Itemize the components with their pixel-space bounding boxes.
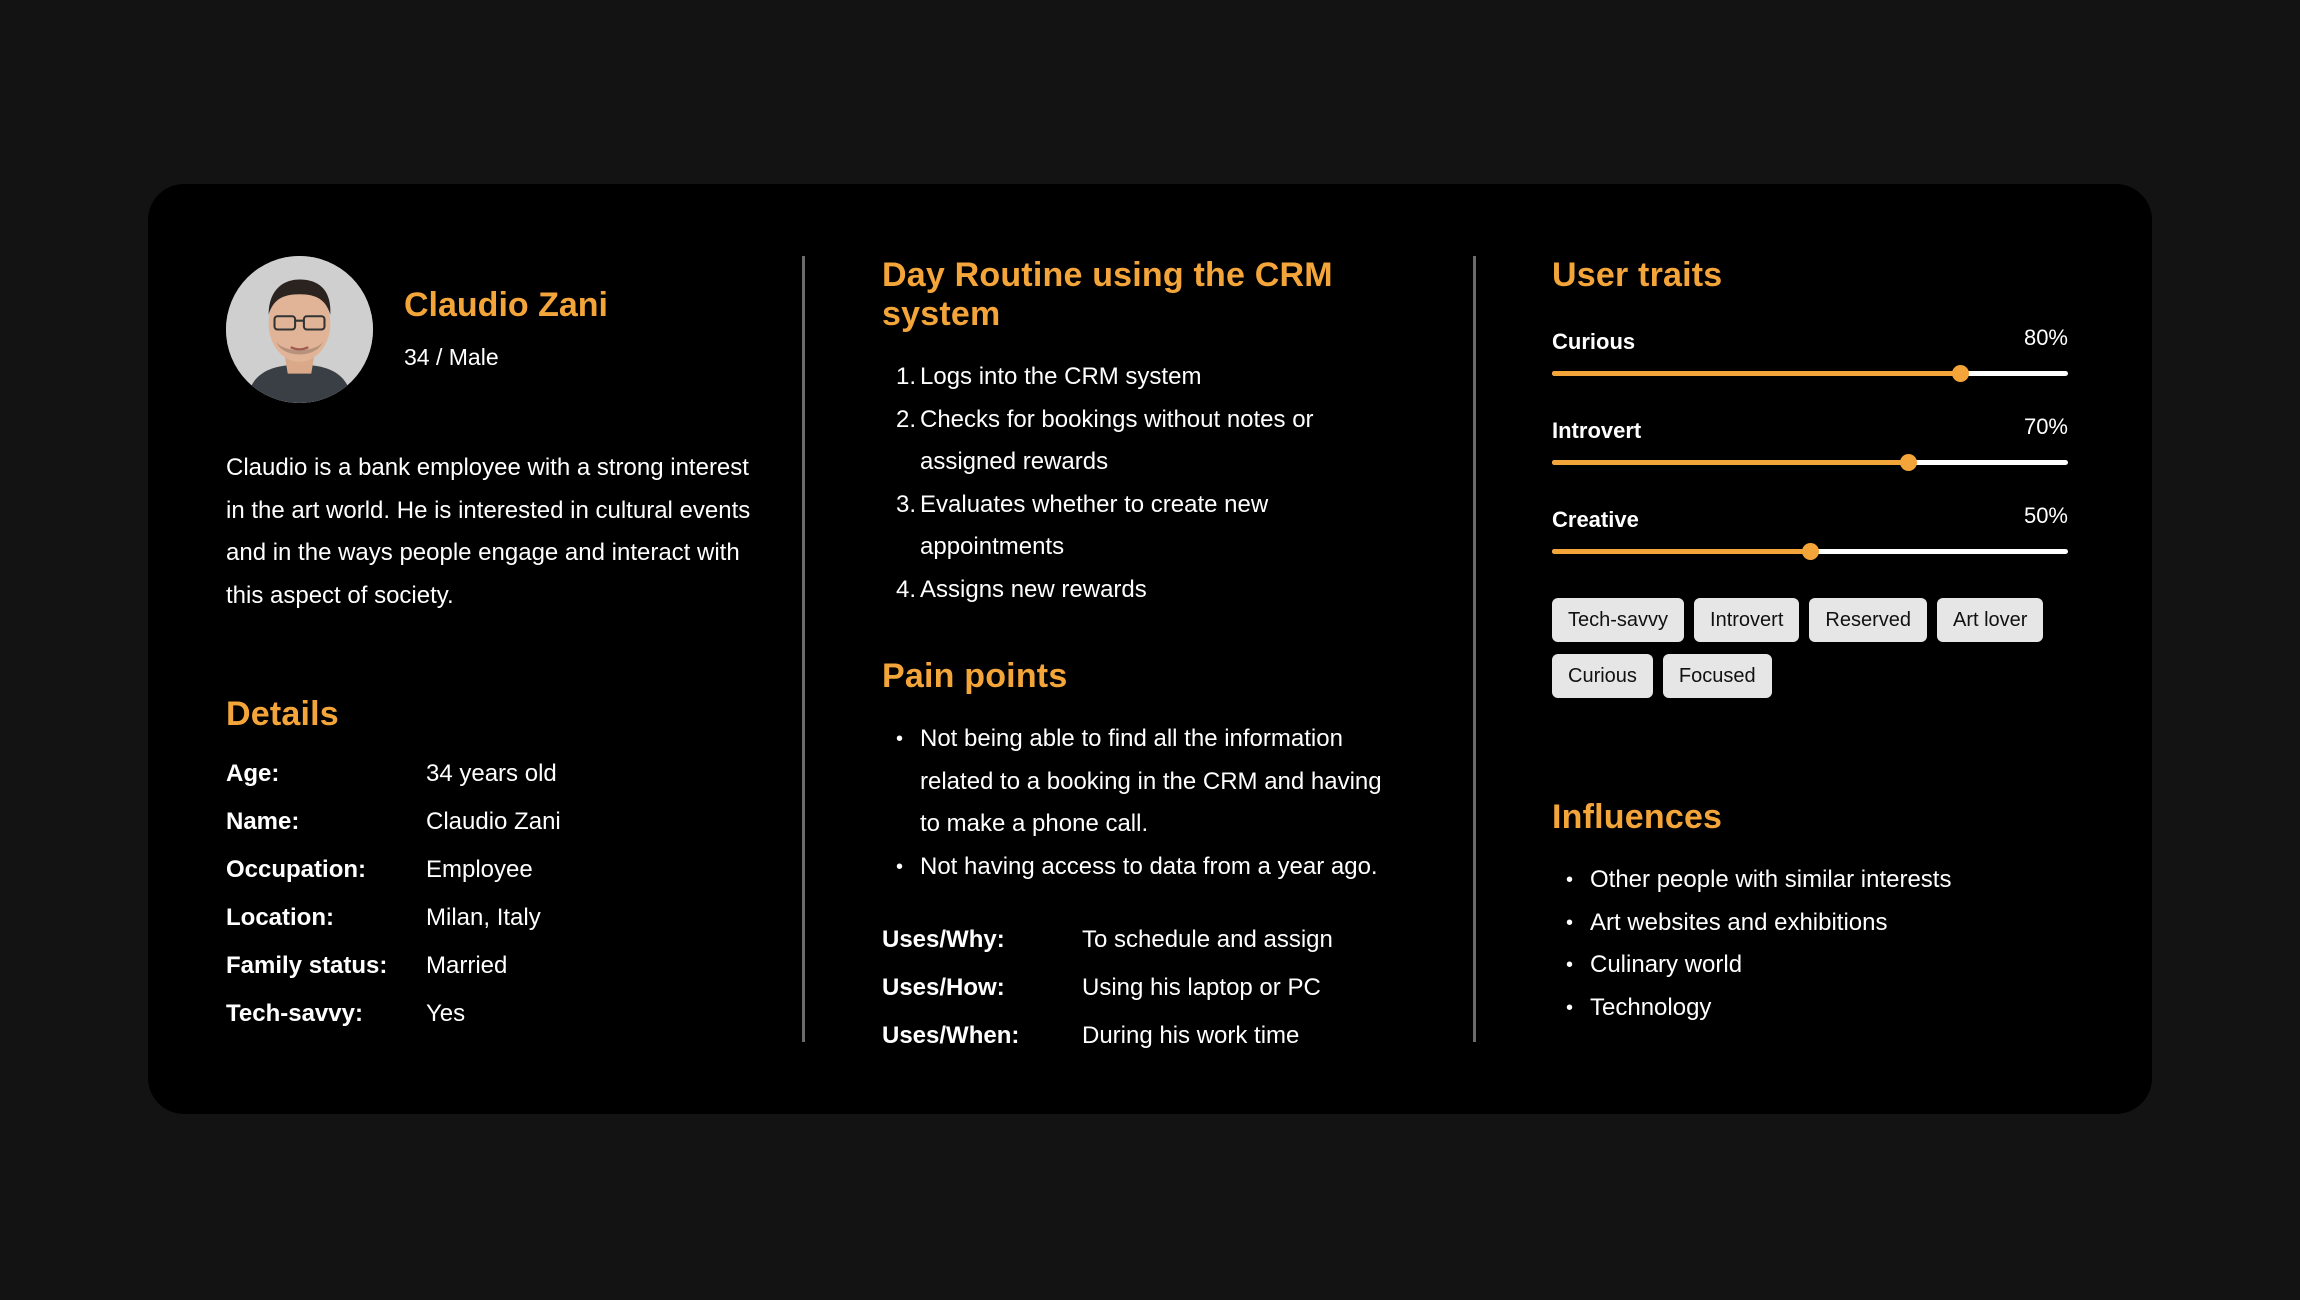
slider-fill [1552, 460, 1908, 465]
trait-tag[interactable]: Focused [1663, 654, 1772, 698]
routine-heading: Day Routine using the CRM system [882, 256, 1333, 333]
list-item [1552, 902, 2072, 945]
details-value: Claudio Zani [426, 808, 561, 835]
bullet-icon: • [1566, 954, 1574, 976]
details-row [226, 798, 826, 846]
list-item [882, 569, 1352, 612]
slider-handle[interactable] [1802, 543, 1819, 560]
pain-points-list [882, 718, 1442, 888]
persona-bio: Claudio is a bank employee with a strong interest in the art world. He is interested in cultural events and in the ways people engage and interact with this aspect of society. [226, 454, 751, 609]
influences-list [1552, 859, 2072, 1029]
slider-track [1552, 549, 2068, 554]
profile-header [226, 256, 826, 404]
uses-key: Uses/How: [882, 974, 1005, 1001]
trait-percent: 80% [2023, 325, 2068, 350]
step-number: 4. [896, 575, 917, 603]
bullet-icon: • [896, 855, 904, 878]
details-key: Occupation: [226, 856, 367, 883]
pain-point-text: Not being able to find all the information related to a booking in the CRM and having to make a phone call. [920, 725, 1382, 837]
uses-value: Using his laptop or PC [1082, 974, 1321, 1001]
step-text: Assigns new rewards [920, 575, 1147, 603]
slider-track [1552, 460, 2068, 465]
persona-card [148, 184, 2152, 1114]
trait-percent: 50% [2023, 503, 2068, 528]
pain-points-heading: Pain points [882, 657, 1068, 695]
trait-tags [1552, 598, 2072, 698]
list-item [882, 399, 1352, 484]
details-table [226, 750, 826, 1038]
details-value: Milan, Italy [426, 904, 541, 931]
step-text: Evaluates whether to create new appointments [920, 490, 1269, 560]
details-row [226, 846, 826, 894]
details-row [226, 750, 826, 798]
step-text: Checks for bookings without notes or assigned rewards [920, 405, 1314, 475]
slider-handle[interactable] [1900, 454, 1917, 471]
persona-name: Claudio Zani [404, 286, 608, 324]
avatar-image [226, 256, 373, 403]
details-value: 34 years old [426, 760, 557, 787]
step-text: Logs into the CRM system [920, 363, 1202, 390]
details-row [226, 990, 826, 1038]
influence-text: Technology [1590, 993, 1712, 1021]
uses-row [882, 916, 1442, 964]
details-key: Location: [226, 904, 334, 931]
details-key: Tech-savvy: [226, 1000, 363, 1027]
details-row [226, 894, 826, 942]
details-value: Married [426, 952, 508, 979]
details-key: Age: [226, 760, 280, 787]
list-item [1552, 987, 2072, 1030]
list-item [882, 846, 1402, 889]
details-heading: Details [226, 695, 339, 733]
routine-column [882, 256, 1442, 1060]
traits-column [1552, 256, 2072, 1029]
bullet-icon: • [896, 728, 904, 750]
slider-track [1552, 371, 2068, 376]
influence-text: Art websites and exhibitions [1590, 908, 1888, 936]
list-item [1552, 859, 2072, 902]
details-value: Yes [426, 1000, 466, 1027]
persona-age-gender: 34 / Male [404, 344, 499, 370]
influence-text: Other people with similar interests [1590, 866, 1952, 893]
uses-key: Uses/When: [882, 1022, 1020, 1049]
trait-percent: 70% [2023, 414, 2068, 439]
trait-slider [1552, 493, 2068, 582]
bullet-icon: • [1566, 911, 1574, 934]
influence-text: Culinary world [1590, 951, 1743, 978]
uses-key: Uses/Why: [882, 926, 1005, 953]
trait-tag[interactable]: Tech-savvy [1552, 598, 1684, 642]
step-number: 1. [896, 363, 917, 390]
uses-value: During his work time [1082, 1022, 1300, 1049]
uses-row [882, 1012, 1442, 1060]
list-item [882, 484, 1352, 569]
uses-row [882, 964, 1442, 1012]
pain-point-text: Not having access to data from a year ago. [920, 852, 1378, 880]
details-row [226, 942, 826, 990]
trait-tag[interactable]: Reserved [1809, 598, 1927, 642]
bullet-icon: • [1566, 996, 1574, 1019]
trait-slider [1552, 315, 2068, 404]
step-number: 2. [896, 405, 917, 433]
traits-sliders [1552, 315, 2072, 582]
bullet-icon: • [1566, 869, 1574, 891]
details-value: Employee [426, 856, 533, 883]
details-key: Name: [226, 808, 300, 835]
step-number: 3. [896, 490, 917, 518]
slider-fill [1552, 549, 1810, 554]
uses-table [882, 916, 1442, 1060]
column-divider [1473, 256, 1476, 1042]
avatar [226, 256, 373, 403]
slider-fill [1552, 371, 1960, 376]
trait-tag[interactable]: Introvert [1694, 598, 1799, 642]
uses-value: To schedule and assign [1082, 926, 1333, 953]
details-key: Family status: [226, 952, 388, 979]
influences-heading: Influences [1552, 798, 1723, 836]
list-item [882, 356, 1352, 399]
slider-handle[interactable] [1952, 365, 1969, 382]
trait-label: Curious [1552, 329, 1636, 354]
list-item [1552, 944, 2072, 987]
routine-list [882, 356, 1442, 611]
list-item [882, 718, 1402, 846]
trait-label: Introvert [1552, 418, 1642, 443]
trait-label: Creative [1552, 507, 1639, 532]
trait-slider [1552, 404, 2068, 493]
profile-column [226, 256, 826, 1038]
traits-heading: User traits [1552, 256, 1723, 294]
trait-tag[interactable]: Curious [1552, 654, 1653, 698]
trait-tag[interactable]: Art lover [1937, 598, 2043, 642]
